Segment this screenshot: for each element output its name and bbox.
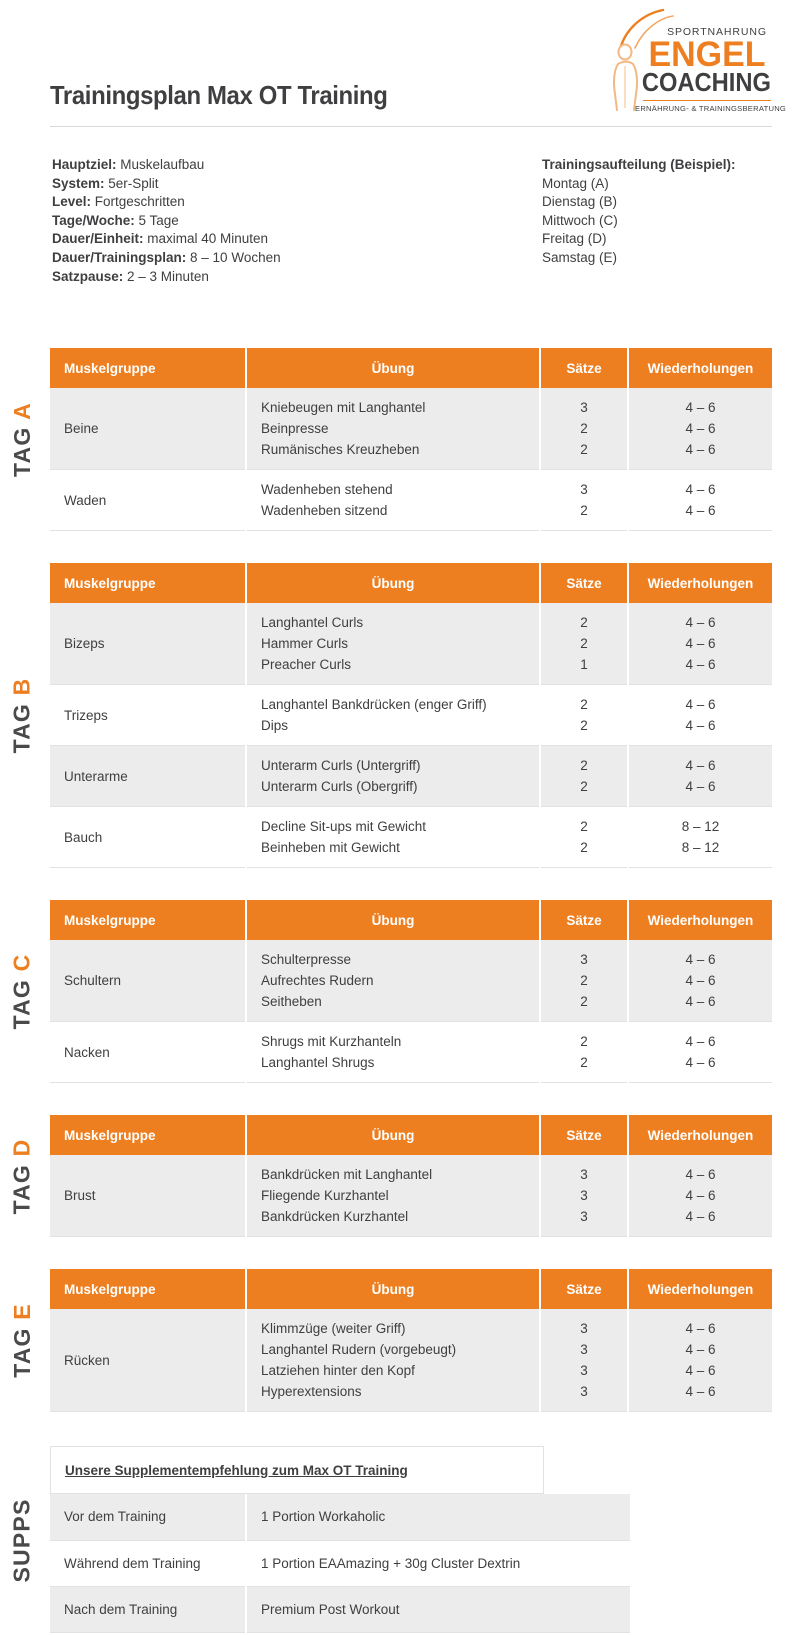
day-tag-letter: A	[8, 402, 35, 420]
cell-sets	[540, 388, 628, 470]
training-split-day: Freitag (D)	[542, 231, 607, 247]
column-header-sets: Sätze	[540, 1115, 628, 1155]
cell-exercises-line: Latziehen hinter den Kopf	[261, 1363, 415, 1378]
cell-exercises	[246, 388, 540, 470]
supplements-block	[0, 1446, 800, 1635]
cell-sets-line: 1	[580, 657, 588, 672]
column-header-group: Muskelgruppe	[50, 348, 246, 388]
plan-details-list	[52, 156, 522, 286]
cell-reps-line: 4 – 6	[685, 400, 716, 415]
cell-sets-line: 3	[580, 1167, 588, 1182]
column-header-group: Muskelgruppe	[50, 900, 246, 940]
plan-detail-value: 5er-Split	[104, 175, 159, 191]
cell-timing: Vor dem Training	[50, 1494, 246, 1540]
table-row	[50, 1155, 772, 1237]
cell-muscle-group: Rücken	[50, 1309, 246, 1412]
day-tag-prefix: TAG	[8, 419, 35, 477]
table-header-row	[50, 1269, 772, 1309]
day-tag-prefix: TAG	[8, 1319, 35, 1378]
cell-reps-line: 8 – 12	[681, 840, 720, 855]
column-header-group: Muskelgruppe	[50, 1269, 246, 1309]
cell-reps	[628, 1155, 772, 1237]
plan-detail-line	[52, 212, 522, 231]
cell-sets	[540, 1309, 628, 1412]
day-table	[50, 1269, 772, 1412]
cell-muscle-group: Unterarme	[50, 746, 246, 807]
cell-reps	[628, 940, 772, 1022]
cell-sets-line: 2	[580, 758, 588, 773]
column-header-reps: Wiederholungen	[628, 348, 772, 388]
cell-sets-line: 3	[580, 482, 588, 497]
cell-exercises	[246, 1155, 540, 1237]
column-header-exercise: Übung	[246, 1269, 540, 1309]
cell-exercises-line: Unterarm Curls (Obergriff)	[261, 779, 418, 794]
cell-exercises-line: Preacher Curls	[261, 657, 352, 672]
cell-exercises-line: Dips	[261, 718, 289, 733]
supps-row	[50, 1586, 630, 1632]
page-title: Trainingsplan Max OT Training	[50, 80, 388, 110]
plan-detail-line	[52, 175, 522, 194]
cell-sets-line: 2	[580, 718, 588, 733]
cell-reps-line: 4 – 6	[685, 973, 716, 988]
cell-reps-line: 4 – 6	[685, 697, 716, 712]
cell-reps-line: 4 – 6	[685, 1342, 716, 1357]
column-header-reps: Wiederholungen	[628, 1269, 772, 1309]
cell-sets-line: 2	[580, 819, 588, 834]
column-header-exercise: Übung	[246, 1115, 540, 1155]
cell-sets-line: 3	[580, 1384, 588, 1399]
plan-detail-value: Muskelaufbau	[116, 157, 205, 172]
day-block-b	[0, 563, 800, 868]
cell-reps-line: 4 – 6	[685, 1209, 716, 1224]
cell-sets-line: 3	[580, 400, 588, 415]
cell-exercises	[246, 1022, 540, 1083]
cell-exercises-line: Langhantel Shrugs	[261, 1055, 375, 1070]
cell-muscle-group: Bizeps	[50, 603, 246, 685]
cell-reps	[628, 807, 772, 868]
column-header-group: Muskelgruppe	[50, 563, 246, 603]
cell-reps-line: 4 – 6	[685, 482, 716, 497]
plan-detail-value: 2 – 3 Minuten	[123, 268, 209, 284]
cell-sets-line: 3	[580, 1209, 588, 1224]
cell-reps	[628, 746, 772, 807]
cell-sets-line: 2	[580, 442, 588, 457]
day-tag-letter: B	[8, 677, 35, 696]
cell-reps-line: 8 – 12	[681, 819, 720, 834]
cell-sets	[540, 685, 628, 746]
logo-coaching-text: COACHING	[641, 69, 771, 97]
cell-exercises-line: Langhantel Curls	[261, 615, 364, 630]
day-tag-label	[0, 563, 44, 868]
cell-exercises	[246, 685, 540, 746]
plan-detail-value: Fortgeschritten	[91, 194, 185, 210]
table-row	[50, 746, 772, 807]
cell-sets	[540, 1155, 628, 1237]
cell-reps-line: 4 – 6	[685, 657, 716, 672]
cell-reps	[628, 1309, 772, 1412]
cell-reps	[628, 685, 772, 746]
cell-reps-line: 4 – 6	[685, 1321, 716, 1336]
day-tag-letter: D	[8, 1138, 35, 1156]
cell-sets	[540, 1022, 628, 1083]
logo-divider	[643, 100, 771, 101]
day-block-c	[0, 900, 800, 1083]
cell-exercises-line: Fliegende Kurzhantel	[261, 1188, 389, 1203]
cell-muscle-group: Trizeps	[50, 685, 246, 746]
cell-reps-line: 4 – 6	[685, 952, 716, 967]
cell-sets-line: 2	[580, 503, 588, 518]
supps-tag-text: SUPPS	[8, 1498, 35, 1583]
plan-detail-line	[52, 156, 522, 175]
day-table	[50, 900, 772, 1083]
table-header-row	[50, 1115, 772, 1155]
cell-sets-line: 2	[580, 994, 588, 1009]
cell-sets-line: 2	[580, 697, 588, 712]
plan-detail-value: maximal 40 Minuten	[143, 231, 269, 247]
training-split-day: Dienstag (B)	[542, 194, 618, 210]
cell-exercises	[246, 1309, 540, 1412]
column-header-reps: Wiederholungen	[628, 1115, 772, 1155]
day-tag-letter: C	[8, 953, 35, 972]
cell-exercises-line: Wadenheben stehend	[261, 482, 393, 497]
table-row	[50, 685, 772, 746]
day-tag-label	[0, 348, 44, 531]
cell-muscle-group: Beine	[50, 388, 246, 470]
cell-reps	[628, 1022, 772, 1083]
day-table	[50, 348, 772, 531]
cell-timing: Während dem Training	[50, 1540, 246, 1586]
column-header-sets: Sätze	[540, 900, 628, 940]
cell-exercises-line: Klimmzüge (weiter Griff)	[261, 1321, 406, 1336]
table-header-row	[50, 900, 772, 940]
training-split-day: Samstag (E)	[542, 249, 618, 265]
cell-sets-line: 2	[580, 615, 588, 630]
cell-reps-line: 4 – 6	[685, 636, 716, 651]
plan-detail-line	[52, 193, 522, 212]
cell-sets-line: 3	[580, 1188, 588, 1203]
training-split-day: Montag (A)	[542, 175, 609, 191]
cell-sets-line: 3	[580, 1321, 588, 1336]
cell-reps-line: 4 – 6	[685, 718, 716, 733]
table-row	[50, 388, 772, 470]
cell-exercises-line: Hyperextensions	[261, 1384, 362, 1399]
cell-sets-line: 3	[580, 952, 588, 967]
cell-exercises-line: Seitheben	[261, 994, 322, 1009]
cell-exercises	[246, 470, 540, 531]
cell-reps-line: 4 – 6	[685, 779, 716, 794]
cell-reps-line: 4 – 6	[685, 442, 716, 457]
cell-exercises-line: Beinheben mit Gewicht	[261, 840, 400, 855]
cell-sets-line: 2	[580, 636, 588, 651]
day-tag-prefix: TAG	[8, 1155, 35, 1214]
table-row	[50, 940, 772, 1022]
plan-detail-value: 8 – 10 Wochen	[186, 249, 281, 265]
table-row	[50, 807, 772, 868]
plan-detail-label: Hauptziel:	[52, 157, 117, 172]
supps-table	[50, 1494, 630, 1633]
cell-muscle-group: Nacken	[50, 1022, 246, 1083]
cell-reps-line: 4 – 6	[685, 615, 716, 630]
cell-reps	[628, 388, 772, 470]
cell-exercises	[246, 603, 540, 685]
cell-exercises-line: Beinpresse	[261, 421, 329, 436]
day-tag-letter: E	[8, 1303, 35, 1320]
cell-exercises	[246, 746, 540, 807]
plan-detail-line	[52, 268, 522, 287]
cell-exercises-line: Schulterpresse	[261, 952, 352, 967]
cell-muscle-group: Bauch	[50, 807, 246, 868]
day-table	[50, 1115, 772, 1237]
column-header-sets: Sätze	[540, 348, 628, 388]
cell-exercises-line: Unterarm Curls (Untergriff)	[261, 758, 421, 773]
cell-reps-line: 4 – 6	[685, 1167, 716, 1182]
plan-detail-label: Dauer/Einheit:	[52, 231, 144, 247]
plan-detail-label: Dauer/Trainingsplan:	[52, 249, 187, 265]
day-tag-prefix: TAG	[8, 971, 35, 1030]
cell-reps-line: 4 – 6	[685, 503, 716, 518]
cell-sets	[540, 470, 628, 531]
cell-timing: Nach dem Training	[50, 1586, 246, 1632]
training-split-day: Mittwoch (C)	[542, 212, 618, 228]
column-header-exercise: Übung	[246, 563, 540, 603]
plan-detail-label: Level:	[52, 194, 92, 210]
cell-reps-line: 4 – 6	[685, 421, 716, 436]
column-header-group: Muskelgruppe	[50, 1115, 246, 1155]
column-header-reps: Wiederholungen	[628, 563, 772, 603]
cell-sets-line: 3	[580, 1363, 588, 1378]
cell-exercises-line: Bankdrücken mit Langhantel	[261, 1167, 433, 1182]
column-header-exercise: Übung	[246, 348, 540, 388]
cell-reps-line: 4 – 6	[685, 994, 716, 1009]
brand-logo	[599, 8, 787, 120]
day-tag-prefix: TAG	[8, 695, 35, 754]
day-block-d	[0, 1115, 800, 1237]
cell-reps-line: 4 – 6	[685, 1188, 716, 1203]
plan-detail-value: 5 Tage	[134, 212, 179, 228]
cell-product: 1 Portion Workaholic	[246, 1494, 630, 1540]
cell-sets	[540, 746, 628, 807]
cell-sets-line: 2	[580, 973, 588, 988]
cell-exercises-line: Aufrechtes Rudern	[261, 973, 374, 988]
cell-reps-line: 4 – 6	[685, 758, 716, 773]
cell-sets-line: 2	[580, 421, 588, 436]
cell-exercises-line: Kniebeugen mit Langhantel	[261, 400, 426, 415]
cell-exercises-line: Hammer Curls	[261, 636, 349, 651]
column-header-exercise: Übung	[246, 900, 540, 940]
table-row	[50, 470, 772, 531]
table-header-row	[50, 348, 772, 388]
plan-detail-label: System:	[52, 175, 105, 191]
day-tag-label	[0, 1269, 44, 1412]
supps-row	[50, 1540, 630, 1586]
table-row	[50, 1309, 772, 1412]
cell-reps	[628, 470, 772, 531]
day-block-e	[0, 1269, 800, 1412]
training-split-list	[542, 156, 792, 268]
supps-row	[50, 1494, 630, 1540]
plan-detail-label: Tage/Woche:	[52, 212, 135, 228]
cell-reps-line: 4 – 6	[685, 1034, 716, 1049]
table-row	[50, 603, 772, 685]
cell-sets-line: 3	[580, 1342, 588, 1357]
cell-muscle-group: Schultern	[50, 940, 246, 1022]
cell-sets	[540, 603, 628, 685]
logo-tagline-text: ERNÄHRUNG- & TRAININGSBERATUNG	[635, 104, 787, 113]
day-tag-label	[0, 900, 44, 1083]
plan-detail-label: Satzpause:	[52, 268, 124, 284]
cell-reps-line: 4 – 6	[685, 1055, 716, 1070]
cell-exercises-line: Rumänisches Kreuzheben	[261, 442, 420, 457]
cell-sets	[540, 940, 628, 1022]
cell-exercises-line: Shrugs mit Kurzhanteln	[261, 1034, 402, 1049]
cell-sets	[540, 807, 628, 868]
cell-exercises-line: Bankdrücken Kurzhantel	[261, 1209, 409, 1224]
cell-reps-line: 4 – 6	[685, 1363, 716, 1378]
plan-detail-line	[52, 249, 522, 268]
day-tag-label	[0, 1115, 44, 1237]
column-header-sets: Sätze	[540, 1269, 628, 1309]
table-row	[50, 1022, 772, 1083]
cell-exercises-line: Wadenheben sitzend	[261, 503, 388, 518]
training-split-heading: Trainingsaufteilung (Beispiel):	[542, 157, 736, 172]
supps-heading-row	[50, 1446, 544, 1494]
cell-muscle-group: Waden	[50, 470, 246, 531]
column-header-reps: Wiederholungen	[628, 900, 772, 940]
cell-exercises	[246, 940, 540, 1022]
cell-muscle-group: Brust	[50, 1155, 246, 1237]
supps-tag-label	[0, 1446, 44, 1635]
cell-product: Premium Post Workout	[246, 1586, 630, 1632]
cell-exercises-line: Decline Sit-ups mit Gewicht	[261, 819, 427, 834]
cell-sets-line: 2	[580, 779, 588, 794]
cell-exercises-line: Langhantel Rudern (vorgebeugt)	[261, 1342, 457, 1357]
plan-detail-line	[52, 230, 522, 249]
cell-sets-line: 2	[580, 840, 588, 855]
page-header	[0, 0, 800, 136]
cell-reps	[628, 603, 772, 685]
table-header-row	[50, 563, 772, 603]
day-table	[50, 563, 772, 868]
column-header-sets: Sätze	[540, 563, 628, 603]
cell-sets-line: 2	[580, 1055, 588, 1070]
cell-sets-line: 2	[580, 1034, 588, 1049]
logo-sportnahrung-text: SPORTNAHRUNG	[667, 26, 767, 38]
cell-exercises	[246, 807, 540, 868]
cell-product: 1 Portion EAAmazing + 30g Cluster Dextrin	[246, 1540, 630, 1586]
cell-reps-line: 4 – 6	[685, 1384, 716, 1399]
day-block-a	[0, 348, 800, 531]
title-divider	[50, 126, 772, 127]
supps-heading-text: Unsere Supplementempfehlung zum Max OT Training	[65, 1462, 408, 1478]
cell-exercises-line: Langhantel Bankdrücken (enger Griff)	[261, 697, 487, 712]
logo-engel-text: ENGEL	[648, 35, 766, 74]
